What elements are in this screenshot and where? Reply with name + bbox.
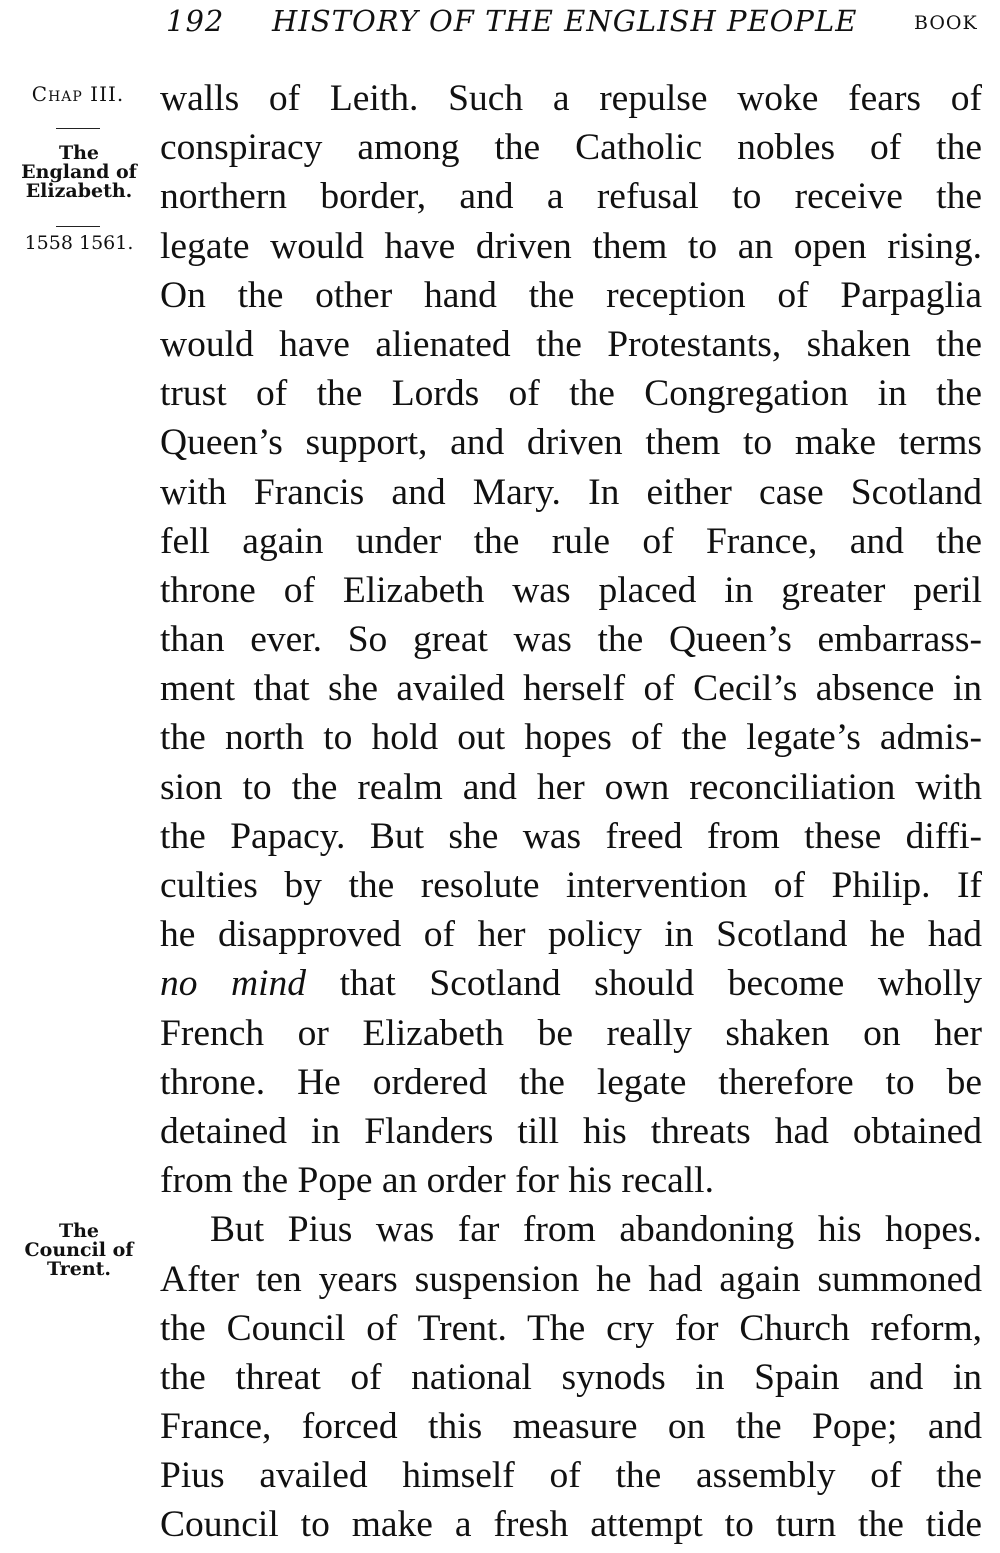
text-line: trust of the Lords of the Congregation in the [160,373,982,415]
text-line [160,959,982,1008]
text-line: the threat of national synods in Spain and in [160,1356,982,1398]
text-line: walls of Leith. Such a repulse woke fears of [160,78,982,119]
text-line: On the other hand the reception of Parpaglia [160,274,982,316]
margin-dates: 1558 1561. [24,232,134,254]
text-line: the Council of Trent. The cry for Church reform, [160,1307,982,1349]
text-line: would have alienated the Protestants, shaken the [160,323,982,365]
text-line: he disapproved of her policy in Scotland he had [160,914,982,956]
page-number: 192 [166,4,225,38]
text-line: fell again under the rule of France, and the [160,520,982,562]
body-text [160,74,982,1550]
text-line: France, forced this measure on the Pope; and [160,1406,982,1448]
text-line: conspiracy among the Catholic nobles of the [160,127,982,169]
margin-note-line: The [58,142,100,164]
text-line: But Pius was far from abandoning his hopes. [210,1209,982,1251]
margin-note-line: Elizabeth. [25,180,133,202]
text-line: from the Pope an order for his recall. [160,1160,714,1202]
margin-note-line: Trent. [46,1258,112,1280]
margin-note-line: Council of [24,1239,134,1261]
margin-rule [56,226,100,227]
text-line: legate would have driven them to an open rising. [160,225,982,267]
margin-rule [56,128,100,129]
text-line: with Francis and Mary. In either case Scotland [160,471,982,513]
running-title: HISTORY OF THE ENGLISH PEOPLE [272,4,858,38]
text-line: Queen’s support, and driven them to make terms [160,422,982,464]
text-line: sion to the realm and her own reconciliation with [160,766,982,808]
margin-note-council-of-trent [0,1222,158,1279]
text-line: than ever. So great was the Queen’s embarrass- [160,619,982,661]
text-line: French or Elizabeth be really shaken on her [160,1012,982,1054]
italic-phrase: no mind [160,963,307,1005]
margin-note-line: England of [21,161,137,183]
text-line: Council to make a fresh attempt to turn the tide [160,1504,982,1546]
text-line: After ten years suspension he had again summoned [160,1258,982,1300]
text-line: detained in Flanders till his threats had obtained [160,1110,982,1152]
margin-note-england-of-elizabeth [0,144,158,201]
text-line: the Papacy. But she was freed from these diffi- [160,815,982,857]
book-label: BOOK [914,12,978,34]
running-header [0,0,1000,50]
margin-note-line: The [58,1220,100,1242]
text-line: throne of Elizabeth was placed in greater peril [160,569,982,611]
text-line: throne. He ordered the legate therefore to be [160,1061,982,1103]
text-line: Pius availed himself of the assembly of the [160,1455,982,1497]
text-line: the north to hold out hopes of the legate’s admis- [160,717,982,759]
text-line: northern border, and a refusal to receive the [160,176,982,218]
text-fragment: that Scotland should become wholly [306,963,983,1005]
text-line: culties by the resolute intervention of Philip. If [160,865,982,906]
text-line: ment that she availed herself of Cecil’s absence in [160,668,982,710]
chapter-label: Chap III. [31,82,125,106]
